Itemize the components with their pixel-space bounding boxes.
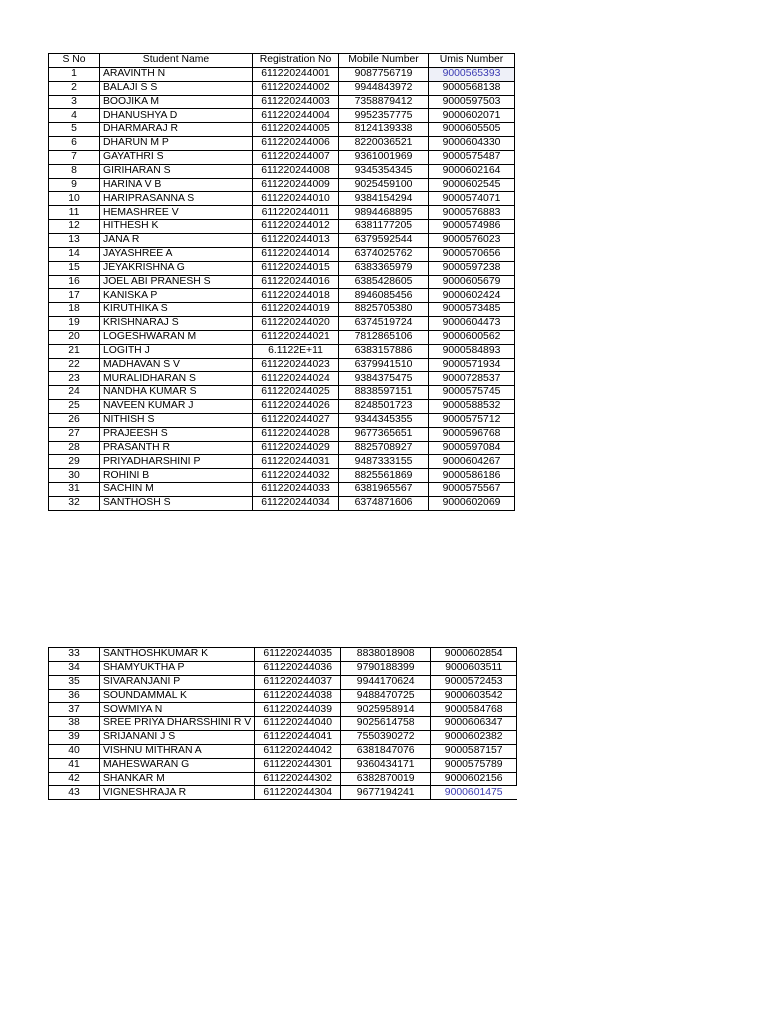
cell-sno[interactable]: 10 — [49, 192, 100, 206]
cell-umis-number[interactable]: 9000575789 — [431, 758, 517, 772]
cell-mobile-number[interactable]: 9345354345 — [339, 164, 429, 178]
cell-umis-number[interactable]: 9000576883 — [429, 206, 515, 220]
cell-student-name[interactable]: SOWMIYA N — [100, 703, 255, 717]
cell-umis-number[interactable]: 9000602069 — [429, 497, 515, 511]
cell-registration-no[interactable]: 611220244004 — [253, 109, 339, 123]
table-row — [49, 717, 517, 731]
table-row — [49, 220, 515, 234]
table-row — [49, 233, 515, 247]
table-row — [49, 330, 515, 344]
table-row — [49, 772, 517, 786]
cell-mobile-number[interactable]: 6385428605 — [339, 275, 429, 289]
cell-student-name[interactable]: BOOJIKA M — [100, 95, 253, 109]
cell-registration-no[interactable]: 611220244005 — [253, 123, 339, 137]
cell-umis-number[interactable]: 9000575487 — [429, 150, 515, 164]
cell-sno[interactable]: 8 — [49, 164, 100, 178]
cell-registration-no[interactable]: 611220244019 — [253, 303, 339, 317]
cell-sno[interactable]: 39 — [49, 731, 100, 745]
cell-student-name[interactable]: LOGITH J — [100, 344, 253, 358]
cell-umis-number[interactable]: 9000603511 — [431, 661, 517, 675]
cell-umis-number[interactable]: 9000574071 — [429, 192, 515, 206]
cell-mobile-number[interactable]: 8220036521 — [339, 137, 429, 151]
table-row — [49, 109, 515, 123]
cell-student-name[interactable]: GAYATHRI S — [100, 150, 253, 164]
cell-sno[interactable]: 9 — [49, 178, 100, 192]
table-row — [49, 758, 517, 772]
cell-student-name[interactable]: JEYAKRISHNA G — [100, 261, 253, 275]
table-row — [49, 441, 515, 455]
cell-mobile-number[interactable]: 8825708927 — [339, 441, 429, 455]
cell-registration-no[interactable]: 611220244001 — [253, 67, 339, 81]
cell-student-name[interactable]: VIGNESHRAJA R — [100, 786, 255, 800]
cell-mobile-number[interactable]: 6374519724 — [339, 317, 429, 331]
cell-student-name[interactable]: PRIYADHARSHINI P — [100, 455, 253, 469]
table-row — [49, 81, 515, 95]
cell-student-name[interactable]: DHANUSHYA D — [100, 109, 253, 123]
cell-sno[interactable]: 2 — [49, 81, 100, 95]
cell-student-name[interactable]: GIRIHARAN S — [100, 164, 253, 178]
table-row — [49, 247, 515, 261]
cell-student-name[interactable]: KIRUTHIKA S — [100, 303, 253, 317]
cell-umis-number[interactable]: 9000605679 — [429, 275, 515, 289]
cell-mobile-number[interactable]: 6381177205 — [339, 220, 429, 234]
cell-sno[interactable]: 41 — [49, 758, 100, 772]
cell-registration-no[interactable]: 611220244036 — [255, 661, 341, 675]
cell-student-name[interactable]: HARINA V B — [100, 178, 253, 192]
cell-sno[interactable]: 20 — [49, 330, 100, 344]
table-row — [49, 661, 517, 675]
cell-student-name[interactable]: SRIJANANI J S — [100, 731, 255, 745]
cell-umis-number[interactable]: 9000588532 — [429, 400, 515, 414]
cell-registration-no[interactable]: 611220244302 — [255, 772, 341, 786]
cell-mobile-number[interactable]: 9361001969 — [339, 150, 429, 164]
cell-registration-no[interactable]: 611220244009 — [253, 178, 339, 192]
cell-mobile-number[interactable]: 9025459100 — [339, 178, 429, 192]
cell-registration-no[interactable]: 611220244029 — [253, 441, 339, 455]
table-row — [49, 261, 515, 275]
cell-umis-number[interactable]: 9000606347 — [431, 717, 517, 731]
cell-umis-number[interactable]: 9000600562 — [429, 330, 515, 344]
cell-mobile-number[interactable]: 7812865106 — [339, 330, 429, 344]
cell-mobile-number[interactable]: 6374025762 — [339, 247, 429, 261]
table-row — [49, 400, 515, 414]
cell-sno[interactable]: 24 — [49, 386, 100, 400]
cell-sno[interactable]: 19 — [49, 317, 100, 331]
cell-registration-no[interactable]: 611220244002 — [253, 81, 339, 95]
cell-registration-no[interactable]: 611220244042 — [255, 744, 341, 758]
cell-student-name[interactable]: JOEL ABI PRANESH S — [100, 275, 253, 289]
cell-umis-number[interactable]: 9000602424 — [429, 289, 515, 303]
cell-sno[interactable]: 18 — [49, 303, 100, 317]
cell-mobile-number[interactable]: 8124139338 — [339, 123, 429, 137]
cell-mobile-number[interactable]: 7358879412 — [339, 95, 429, 109]
cell-sno[interactable]: 34 — [49, 661, 100, 675]
cell-registration-no[interactable]: 611220244304 — [255, 786, 341, 800]
cell-sno[interactable]: 4 — [49, 109, 100, 123]
cell-registration-no[interactable]: 611220244011 — [253, 206, 339, 220]
cell-registration-no[interactable]: 611220244023 — [253, 358, 339, 372]
cell-student-name[interactable]: SOUNDAMMAL K — [100, 689, 255, 703]
cell-umis-number[interactable]: 9000602545 — [429, 178, 515, 192]
cell-umis-number[interactable]: 9000575712 — [429, 413, 515, 427]
cell-student-name[interactable]: PRAJEESH S — [100, 427, 253, 441]
cell-umis-number[interactable]: 9000572453 — [431, 675, 517, 689]
cell-registration-no[interactable]: 611220244038 — [255, 689, 341, 703]
cell-student-name[interactable]: HEMASHREE V — [100, 206, 253, 220]
cell-sno[interactable]: 37 — [49, 703, 100, 717]
cell-mobile-number[interactable]: 8946085456 — [339, 289, 429, 303]
cell-student-name[interactable]: KRISHNARAJ S — [100, 317, 253, 331]
cell-student-name[interactable]: DHARMARAJ R — [100, 123, 253, 137]
cell-mobile-number[interactable]: 9360434171 — [341, 758, 431, 772]
cell-mobile-number[interactable]: 8838018908 — [341, 648, 431, 662]
cell-sno[interactable]: 17 — [49, 289, 100, 303]
cell-student-name[interactable]: PRASANTH R — [100, 441, 253, 455]
header-registration-no[interactable]: Registration No — [253, 54, 339, 68]
cell-sno[interactable]: 26 — [49, 413, 100, 427]
cell-mobile-number[interactable]: 6374871606 — [339, 497, 429, 511]
cell-mobile-number[interactable]: 9087756719 — [339, 67, 429, 81]
cell-mobile-number[interactable]: 9790188399 — [341, 661, 431, 675]
cell-registration-no[interactable]: 611220244301 — [255, 758, 341, 772]
cell-umis-number[interactable]: 9000571934 — [429, 358, 515, 372]
cell-student-name[interactable]: KANISKA P — [100, 289, 253, 303]
cell-mobile-number[interactable]: 9025614758 — [341, 717, 431, 731]
header-sno[interactable]: S No — [49, 54, 100, 68]
cell-registration-no[interactable]: 611220244006 — [253, 137, 339, 151]
cell-registration-no[interactable]: 611220244018 — [253, 289, 339, 303]
cell-umis-number[interactable]: 9000575745 — [429, 386, 515, 400]
cell-sno[interactable]: 15 — [49, 261, 100, 275]
cell-sno[interactable]: 6 — [49, 137, 100, 151]
cell-sno[interactable]: 23 — [49, 372, 100, 386]
cell-mobile-number[interactable]: 6381847076 — [341, 744, 431, 758]
cell-sno[interactable]: 42 — [49, 772, 100, 786]
cell-student-name[interactable]: SANTHOSHKUMAR K — [100, 648, 255, 662]
cell-registration-no[interactable]: 611220244033 — [253, 483, 339, 497]
cell-mobile-number[interactable]: 6383157886 — [339, 344, 429, 358]
cell-sno[interactable]: 11 — [49, 206, 100, 220]
cell-student-name[interactable]: SHAMYUKTHA P — [100, 661, 255, 675]
table-row — [49, 731, 517, 745]
table-row — [49, 386, 515, 400]
cell-umis-number[interactable]: 9000602156 — [431, 772, 517, 786]
cell-sno[interactable]: 30 — [49, 469, 100, 483]
cell-sno[interactable]: 43 — [49, 786, 100, 800]
cell-umis-number[interactable]: 9000602164 — [429, 164, 515, 178]
table-row — [49, 95, 515, 109]
cell-sno[interactable]: 16 — [49, 275, 100, 289]
cell-umis-number[interactable]: 9000597238 — [429, 261, 515, 275]
table-row — [49, 744, 517, 758]
cell-umis-number[interactable]: 9000605505 — [429, 123, 515, 137]
cell-umis-number[interactable]: 9000597503 — [429, 95, 515, 109]
cell-registration-no[interactable]: 611220244035 — [255, 648, 341, 662]
table-row — [49, 317, 515, 331]
cell-mobile-number[interactable]: 9487333155 — [339, 455, 429, 469]
table-row — [49, 275, 515, 289]
cell-student-name[interactable]: VISHNU MITHRAN A — [100, 744, 255, 758]
table-row — [49, 358, 515, 372]
cell-registration-no[interactable]: 611220244021 — [253, 330, 339, 344]
cell-sno[interactable]: 29 — [49, 455, 100, 469]
cell-student-name[interactable]: JANA R — [100, 233, 253, 247]
cell-registration-no[interactable]: 611220244041 — [255, 731, 341, 745]
cell-umis-number[interactable]: 9000604330 — [429, 137, 515, 151]
cell-mobile-number[interactable]: 9944843972 — [339, 81, 429, 95]
cell-registration-no[interactable]: 611220244012 — [253, 220, 339, 234]
cell-registration-no[interactable]: 611220244014 — [253, 247, 339, 261]
cell-sno[interactable]: 13 — [49, 233, 100, 247]
cell-sno[interactable]: 3 — [49, 95, 100, 109]
table-row — [49, 675, 517, 689]
table-row — [49, 483, 515, 497]
cell-registration-no[interactable]: 611220244008 — [253, 164, 339, 178]
cell-student-name[interactable]: MADHAVAN S V — [100, 358, 253, 372]
cell-umis-number[interactable]: 9000728537 — [429, 372, 515, 386]
cell-mobile-number[interactable]: 9488470725 — [341, 689, 431, 703]
cell-umis-number[interactable]: 9000574986 — [429, 220, 515, 234]
cell-student-name[interactable]: SACHIN M — [100, 483, 253, 497]
table-row — [49, 372, 515, 386]
table-row — [49, 67, 515, 81]
table-row — [49, 164, 515, 178]
cell-mobile-number[interactable]: 8825561869 — [339, 469, 429, 483]
cell-umis-number[interactable]: 9000570656 — [429, 247, 515, 261]
cell-mobile-number[interactable]: 6381965567 — [339, 483, 429, 497]
cell-registration-no[interactable]: 6.1122E+11 — [253, 344, 339, 358]
header-umis-number[interactable]: Umis Number — [429, 54, 515, 68]
cell-sno[interactable]: 7 — [49, 150, 100, 164]
cell-umis-number[interactable]: 9000602382 — [431, 731, 517, 745]
cell-student-name[interactable]: ROHINI B — [100, 469, 253, 483]
cell-registration-no[interactable]: 611220244007 — [253, 150, 339, 164]
cell-sno[interactable]: 40 — [49, 744, 100, 758]
cell-umis-number[interactable]: 9000597084 — [429, 441, 515, 455]
cell-umis-number[interactable]: 9000584893 — [429, 344, 515, 358]
cell-umis-number[interactable]: 9000568138 — [429, 81, 515, 95]
cell-registration-no[interactable]: 611220244020 — [253, 317, 339, 331]
cell-sno[interactable]: 22 — [49, 358, 100, 372]
table-row — [49, 289, 515, 303]
cell-sno[interactable]: 14 — [49, 247, 100, 261]
cell-student-name[interactable]: ARAVINTH N — [100, 67, 253, 81]
cell-umis-number[interactable]: 9000602854 — [431, 648, 517, 662]
cell-mobile-number[interactable]: 8838597151 — [339, 386, 429, 400]
cell-mobile-number[interactable]: 9025958914 — [341, 703, 431, 717]
table-row — [49, 427, 515, 441]
cell-registration-no[interactable]: 611220244013 — [253, 233, 339, 247]
cell-student-name[interactable]: SHANKAR M — [100, 772, 255, 786]
cell-registration-no[interactable]: 611220244003 — [253, 95, 339, 109]
cell-umis-number[interactable]: 9000603542 — [431, 689, 517, 703]
cell-umis-number[interactable]: 9000576023 — [429, 233, 515, 247]
cell-umis-number[interactable]: 9000584768 — [431, 703, 517, 717]
cell-mobile-number[interactable]: 8248501723 — [339, 400, 429, 414]
cell-registration-no[interactable]: 611220244039 — [255, 703, 341, 717]
cell-student-name[interactable]: SANTHOSH S — [100, 497, 253, 511]
cell-umis-number[interactable]: 9000602071 — [429, 109, 515, 123]
cell-registration-no[interactable]: 611220244015 — [253, 261, 339, 275]
cell-mobile-number[interactable]: 6379592544 — [339, 233, 429, 247]
cell-registration-no[interactable]: 611220244016 — [253, 275, 339, 289]
table-row — [49, 137, 515, 151]
student-table-part-2 — [48, 647, 517, 800]
cell-registration-no[interactable]: 611220244040 — [255, 717, 341, 731]
cell-sno[interactable]: 32 — [49, 497, 100, 511]
header-student-name[interactable]: Student Name — [100, 54, 253, 68]
cell-umis-number[interactable]: 9000604267 — [429, 455, 515, 469]
table-row — [49, 455, 515, 469]
cell-registration-no[interactable]: 611220244031 — [253, 455, 339, 469]
cell-umis-number[interactable]: 9000587157 — [431, 744, 517, 758]
cell-sno[interactable]: 1 — [49, 67, 100, 81]
cell-student-name[interactable]: HARIPRASANNA S — [100, 192, 253, 206]
table-row — [49, 786, 517, 800]
cell-registration-no[interactable]: 611220244032 — [253, 469, 339, 483]
cell-student-name[interactable]: BALAJI S S — [100, 81, 253, 95]
cell-sno[interactable]: 36 — [49, 689, 100, 703]
cell-registration-no[interactable]: 611220244024 — [253, 372, 339, 386]
cell-student-name[interactable]: NAVEEN KUMAR J — [100, 400, 253, 414]
cell-umis-number[interactable]: 9000586186 — [429, 469, 515, 483]
cell-student-name[interactable]: HITHESH K — [100, 220, 253, 234]
cell-student-name[interactable]: SIVARANJANI P — [100, 675, 255, 689]
table-row — [49, 178, 515, 192]
table-row — [49, 703, 517, 717]
table-row — [49, 497, 515, 511]
table-row — [49, 150, 515, 164]
cell-student-name[interactable]: NITHISH S — [100, 413, 253, 427]
cell-sno[interactable]: 5 — [49, 123, 100, 137]
table-row — [49, 689, 517, 703]
cell-registration-no[interactable]: 611220244034 — [253, 497, 339, 511]
table-row — [49, 123, 515, 137]
cell-student-name[interactable]: LOGESHWARAN M — [100, 330, 253, 344]
cell-registration-no[interactable]: 611220244010 — [253, 192, 339, 206]
cell-student-name[interactable]: DHARUN M P — [100, 137, 253, 151]
cell-sno[interactable]: 12 — [49, 220, 100, 234]
cell-sno[interactable]: 25 — [49, 400, 100, 414]
cell-mobile-number[interactable]: 9944170624 — [341, 675, 431, 689]
cell-mobile-number[interactable]: 9344345355 — [339, 413, 429, 427]
cell-umis-number[interactable]: 9000601475 — [431, 786, 517, 800]
table-row — [49, 303, 515, 317]
cell-mobile-number[interactable]: 6379941510 — [339, 358, 429, 372]
table-row — [49, 648, 517, 662]
cell-registration-no[interactable]: 611220244037 — [255, 675, 341, 689]
cell-sno[interactable]: 21 — [49, 344, 100, 358]
table-body-2 — [49, 648, 517, 800]
cell-mobile-number[interactable]: 8825705380 — [339, 303, 429, 317]
cell-mobile-number[interactable]: 9677365651 — [339, 427, 429, 441]
cell-registration-no[interactable]: 611220244026 — [253, 400, 339, 414]
cell-umis-number[interactable]: 9000604473 — [429, 317, 515, 331]
table-row — [49, 469, 515, 483]
cell-mobile-number[interactable]: 9894468895 — [339, 206, 429, 220]
cell-student-name[interactable]: MURALIDHARAN S — [100, 372, 253, 386]
table-row — [49, 344, 515, 358]
table-row — [49, 192, 515, 206]
student-table-part-1 — [48, 53, 515, 511]
table-row — [49, 206, 515, 220]
cell-sno[interactable]: 33 — [49, 648, 100, 662]
cell-umis-number[interactable]: 9000573485 — [429, 303, 515, 317]
cell-registration-no[interactable]: 611220244028 — [253, 427, 339, 441]
cell-mobile-number[interactable]: 6382870019 — [341, 772, 431, 786]
table-row — [49, 413, 515, 427]
cell-mobile-number[interactable]: 9384154294 — [339, 192, 429, 206]
header-row — [49, 54, 515, 68]
cell-student-name[interactable]: SREE PRIYA DHARSSHINI R V — [100, 717, 255, 731]
cell-umis-number[interactable]: 9000596768 — [429, 427, 515, 441]
cell-sno[interactable]: 28 — [49, 441, 100, 455]
cell-sno[interactable]: 31 — [49, 483, 100, 497]
cell-student-name[interactable]: NANDHA KUMAR S — [100, 386, 253, 400]
cell-mobile-number[interactable]: 9952357775 — [339, 109, 429, 123]
cell-mobile-number[interactable]: 6383365979 — [339, 261, 429, 275]
cell-student-name[interactable]: JAYASHREE A — [100, 247, 253, 261]
cell-mobile-number[interactable]: 9384375475 — [339, 372, 429, 386]
cell-registration-no[interactable]: 611220244027 — [253, 413, 339, 427]
table-body-1 — [49, 67, 515, 510]
cell-umis-number[interactable]: 9000565393 — [429, 67, 515, 81]
cell-registration-no[interactable]: 611220244025 — [253, 386, 339, 400]
cell-mobile-number[interactable]: 7550390272 — [341, 731, 431, 745]
cell-student-name[interactable]: MAHESWARAN G — [100, 758, 255, 772]
cell-sno[interactable]: 35 — [49, 675, 100, 689]
cell-sno[interactable]: 38 — [49, 717, 100, 731]
header-mobile-number[interactable]: Mobile Number — [339, 54, 429, 68]
cell-umis-number[interactable]: 9000575567 — [429, 483, 515, 497]
cell-mobile-number[interactable]: 9677194241 — [341, 786, 431, 800]
cell-sno[interactable]: 27 — [49, 427, 100, 441]
